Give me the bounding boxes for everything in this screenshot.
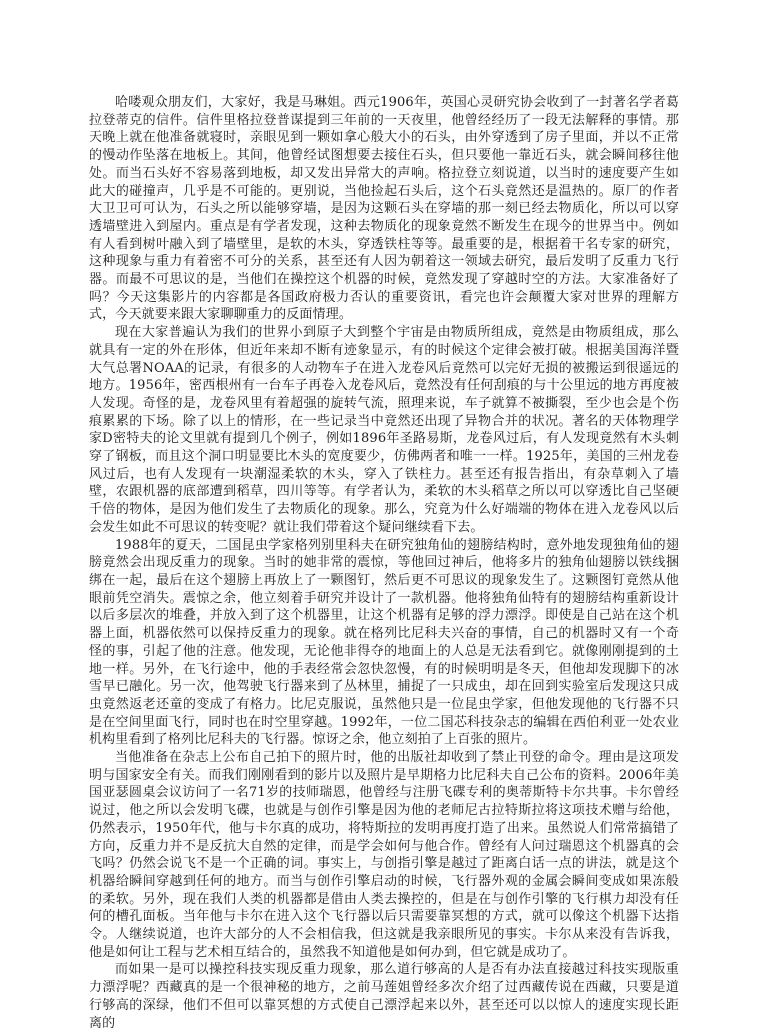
- document-body: [89, 94, 679, 1032]
- paragraph-intro: 哈喽观众朋友们，大家好，我是马琳姐。西元1906年，英国心灵研究协会收到了一封著名学者葛拉登蒂克的信件。信件里格拉登普谋提到三年前的一天夜里，他曾经经历了一段无法解释的事情。那天晚上就在他准备就寝时，亲眼见到一颗如拿心般大小的石头，由外穿透到了房子里面，并以不正常的慢动作坠落在地板上。其间，他曾经试图想要去接住石头，但只要他一靠近石头，就会瞬间移往他处。而当石头好不容易落到地板，却又发出异常大的声响。格拉登立刻说道，以当时的速度要产生如此大的碰撞声，几乎是不可能的。更别说，当他捡起石头后，这个石头竟然还是温热的。原厂的作者大卫卫可可认为，石头之所以能够穿墙，是因为这颗石头在穿墙的那一刻已经去物质化，所以可以穿透墙壁进入到屋内。重点是有学者发现，这种去物质化的现象竟然不断发生在现今的世界当中。例如有人看到树叶融入到了墙壁里，是软的木头，穿透铁柱等等。最重要的是，根据着干名专家的研究，这种现象与重力有着密不可分的关系，甚至还有人因为朝着这一领域去研究，最后发明了反重力飞行器。而最不可思议的是，当他们在操控这个机器的时候，竟然发现了穿越时空的方法。大家准备好了吗？今天这集影片的内容都是各国政府极力否认的重要资讯，看完也许会颠覆大家对世界的理解方式，今天就要来跟大家聊聊重力的反面情理。: [89, 95, 679, 323]
- paragraph-beetle-wings: 1988年的夏天，二国昆虫学家格列别里科夫在研究独角仙的翅膀结构时，意外地发现独角仙的翅膀竟然会出现反重力的现象。当时的她非常的震惊，等他回过神后，他将多片的独角仙翅膀以铁线捆绑在一起，最后在这个翅膀上再放上了一颗图钉，然后更不可思议的现象发生了。这颗图钉竟然从他眼前凭空消失。震惊之余，他立刻着手研究并设计了一款机器。他将独角仙特有的翅膀结构重新设计以后多层次的堆叠，并放入到了这个机器里，让这个机器有足够的浮力漂浮。即使是自己站在这个机器上面，机器依然可以保持反重力的现象。就在格列比尼科夫兴奋的事情，自己的机器时又有一个奇怪的事，引起了他的注意。他发现，无论他非得夺的地面上的人总是无法看到它。就像刚刚提到的土地一样。另外，在飞行途中，他的手表经常会忽快忽慢，有的时候明明是冬天，但他却发现脚下的冰雪早已融化。另一次，他驾驶飞行器来到了丛林里，捕捉了一只成虫，却在回到实验室后发现这只成虫竟然返老还童的变成了有格力。比尼克服说，虽然他只是一位昆虫学家，但他发现他的飞行器不只是在空间里面飞行，同时也在时空里穿越。1992年，一位二国芯科技杂志的编辑在西伯利亚一处农业机构里看到了格列比尼科夫的飞行器。惊讶之余，他立刻拍了上百张的照片。: [89, 537, 679, 748]
- paragraph-tornado: 现在大家普遍认为我们的世界小到原子大到整个宇宙是由物质所组成，竟然是由物质组成，那么就具有一定的外在形体，但近年来却不断有迹象显示，有的时候这个定律会被打破。根据美国海洋暨大气总署NOAA的记录，有很多的人动物车子在进入龙卷风后竟然可以完好无损的被搬运到很遥远的地方。1956年，密西根州有一台车子再卷入龙卷风后，竟然没有任何刮痕的与十公里远的地方再度被人发现。奇怪的是，龙卷风里有着超强的旋转气流，照理来说，车子就算不被撕裂，至少也会是个伤痕累累的下场。除了以上的情形，在一些记录当中竟然还出现了异物合并的状况。著名的天体物理学家D密特夫的论文里就有提到几个例子，例如1896年圣路易斯，龙卷风过后，有人发现竟然有木头刺穿了钢板，而且这个洞口明显要比木头的宽度要少，仿佛两者和唯一一样。1925年，美国的三州龙卷风过后，也有人发现有一块潮湿柔软的木头，穿入了铁柱力。甚至还有报告指出，有杂草刺入了墙壁，农跟机器的底部遭到稻草，四川等等。有学者认为，柔软的木头稻草之所以可以穿透比自己坚硬千倍的物体，是因为他们发生了去物质化的现象。那么，究竟为什么好端端的物体在进入龙卷风以后会发生如此不可思议的转变呢？就让我们带着这个疑问继续看下去。: [89, 325, 679, 535]
- paragraph-tibet: 而如果一是可以操控科技实现反重力现象，那么道行够高的人是否有办法直接越过科技实现版重力漂浮呢？西藏真的是一个很神秘的地方，之前马莲姐曾经多次介绍了过西藏传说在西藏，只要是道行够高的深绿，他们不但可以靠冥想的方式使自己漂浮起来以外，甚至还可以以惊人的速度实现长距离的: [89, 962, 679, 1031]
- paragraph-otis-carr: 当他准备在杂志上公布自己拍下的照片时，他的出版社却收到了禁止刊登的命令。理由是这项发明与国家安全有关。而我们刚刚看到的影片以及照片是早期格力比尼科夫自己公布的资料。2006年美国亚瑟圆桌会议访问了一名71岁的技师瑞恩，他曾经与注册飞碟专利的奥蒂斯特卡尔共事。卡尔曾经说过，他之所以会发明飞碟，也就是与创作引擎是因为他的老师尼古拉特斯拉将这项技术赠与给他，仍然表示，1950年代，他与卡尔真的成功，将特斯拉的发明再度打造了出来。虽然说人们常常搞错了方向，反重力并不是反抗大自然的定律，而是学会如何与他合作。曾经有人问过瑞恩这个机器真的会飞吗？仍然会说飞不是一个正确的词。事实上，与创指引擎是越过了距离白话一点的讲法，就是这个机器给瞬间穿越到任何的地方。而当与创作引擎启动的时候，飞行器外观的金属会瞬间变成如果冻般的柔软。另外，现在我们人类的机器都是借由人类去操控的，但是在与创作引擎的飞行棋力却没有任何的槽孔面板。当年他与卡尔在进入这个飞行器以后只需要靠冥想的方式，就可以像这个机器下达指令。人继续说道，也许大部分的人不会相信我，但这就是我亲眼所见的事实。卡尔从来没有告诉我，他是如何让工程与艺术相互结合的，虽然我不知道他是如何办到，但它就是成功了。: [89, 750, 679, 960]
